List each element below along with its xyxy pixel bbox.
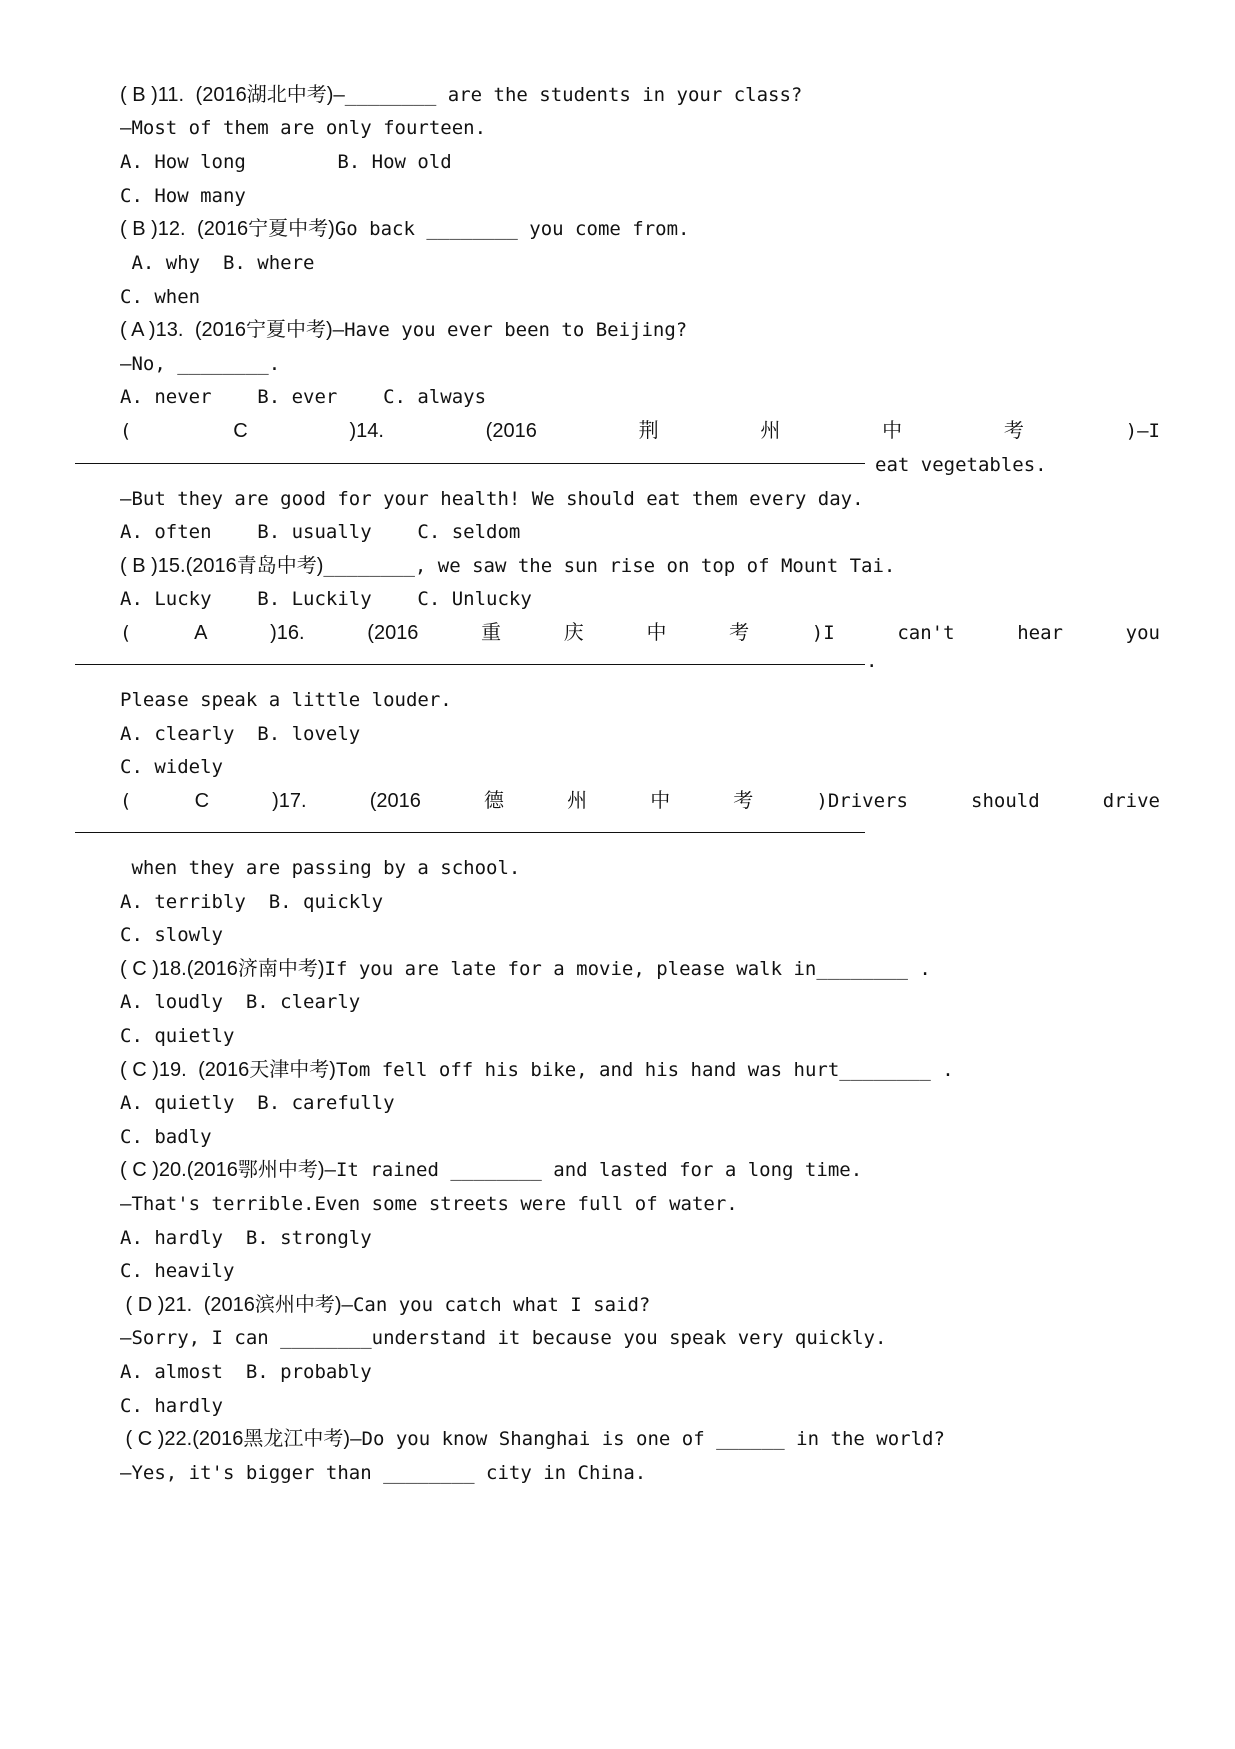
dialogue-reply: —Yes, it's bigger than ________ city in China. (120, 1462, 647, 1484)
source-year: (2016 (485, 420, 537, 442)
source-char: 荆 (638, 420, 659, 442)
stem-tail: . (866, 650, 878, 672)
question-stem: —Have you ever been to Beijing? (332, 319, 688, 341)
question-stem: If you are late for a movie, please walk in________ . (324, 958, 931, 980)
options-ab: A. terribly B. quickly (120, 891, 384, 913)
question-source: (2016天津中考) (198, 1059, 336, 1081)
answer-number: )16. (270, 622, 305, 644)
answer-open: ( (120, 420, 132, 442)
question-17 (120, 786, 1160, 816)
question-21 (120, 1290, 650, 1320)
option-c: C. slowly (120, 924, 223, 946)
question-source: (2016宁夏中考) (197, 218, 335, 240)
continuation: Please speak a little louder. (120, 689, 452, 711)
answer-label: ( C )20. (120, 1159, 187, 1181)
option-c: C. hardly (120, 1395, 223, 1417)
source-char: 中 (882, 420, 903, 442)
source-char: 德 (483, 790, 504, 812)
options-ab: A. hardly B. strongly (120, 1227, 372, 1249)
source-char: 中 (646, 622, 667, 644)
dialogue-reply: —But they are good for your health! We should eat them every day. (120, 488, 864, 510)
dialogue-reply: —Most of them are only fourteen. (120, 117, 487, 139)
question-source: (2016济南中考) (186, 958, 325, 980)
dialogue-reply: —No, ________. (120, 353, 281, 375)
answer-open: ( (120, 790, 132, 812)
stem-start: )—I (1125, 420, 1160, 442)
source-year: (2016 (369, 790, 421, 812)
options: A. often B. usually C. seldom (120, 521, 521, 543)
stem-word: drive (1102, 790, 1160, 812)
continuation: when they are passing by a school. (120, 857, 521, 879)
stem-tail: eat vegetables. (875, 454, 1047, 476)
question-stem: —Can you catch what I said? (341, 1294, 651, 1316)
options: A. Lucky B. Luckily C. Unlucky (120, 588, 532, 610)
answer-letter: C (194, 790, 210, 812)
stem-word: hear (1017, 622, 1063, 644)
option-c: C. when (120, 286, 201, 308)
question-stem: Tom fell off his bike, and his hand was hurt________ . (335, 1059, 954, 1081)
answer-blank-line (75, 832, 865, 833)
answer-label: ( C )22. (120, 1428, 193, 1450)
question-stem: ________, we saw the sun rise on top of Mount Tai. (323, 555, 896, 577)
option-c: C. How many (120, 185, 246, 207)
source-year: (2016 (367, 622, 419, 644)
source-char: 考 (1003, 420, 1024, 442)
source-char: 考 (729, 622, 750, 644)
question-stem: —Do you know Shanghai is one of ______ in the world? (350, 1428, 945, 1450)
answer-blank-line (75, 463, 865, 464)
question-14 (120, 416, 1160, 446)
question-19 (120, 1055, 954, 1085)
question-source: (2016滨州中考) (203, 1294, 342, 1316)
question-source: (2016黑龙江中考) (192, 1428, 351, 1450)
options-ab: A. How long B. How old (120, 151, 452, 173)
answer-label: ( A )13. (120, 319, 184, 341)
question-20 (120, 1155, 862, 1185)
answer-number: )17. (272, 790, 307, 812)
answer-label: ( C )19. (120, 1059, 187, 1081)
question-stem: —________ are the students in your class? (333, 84, 803, 106)
options-ab: A. why B. where (120, 252, 315, 274)
stem-word: )I (811, 622, 835, 644)
answer-open: ( (120, 622, 132, 644)
question-13 (120, 315, 687, 345)
answer-blank-line (75, 664, 865, 665)
dialogue-reply: —That's terrible.Even some streets were full of water. (120, 1193, 738, 1215)
answer-label: ( B )15. (120, 555, 186, 577)
question-stem: Go back ________ you come from. (334, 218, 690, 240)
question-source: (2016青岛中考) (185, 555, 324, 577)
option-c: C. badly (120, 1126, 212, 1148)
option-c: C. heavily (120, 1260, 235, 1282)
question-18 (120, 954, 931, 984)
question-22 (120, 1424, 945, 1454)
source-char: 州 (567, 790, 588, 812)
answer-label: ( B )11. (120, 84, 185, 106)
answer-letter: C (233, 420, 248, 442)
answer-label: ( C )18. (120, 958, 187, 980)
stem-word: can't (897, 622, 955, 644)
answer-label: ( D )21. (120, 1294, 193, 1316)
stem-word: you (1125, 622, 1160, 644)
question-11 (120, 80, 802, 110)
question-source: (2016湖北中考) (195, 84, 334, 106)
source-char: 考 (733, 790, 754, 812)
source-char: 州 (760, 420, 781, 442)
dialogue-reply: —Sorry, I can ________understand it because you speak very quickly. (120, 1327, 887, 1349)
question-source: (2016鄂州中考) (186, 1159, 325, 1181)
answer-label: ( B )12. (120, 218, 186, 240)
question-stem: —It rained ________ and lasted for a long time. (324, 1159, 863, 1181)
question-source: (2016宁夏中考) (194, 319, 333, 341)
question-15 (120, 551, 895, 581)
options: A. never B. ever C. always (120, 386, 487, 408)
options-ab: A. loudly B. clearly (120, 991, 361, 1013)
stem-word: should (971, 790, 1040, 812)
source-char: 庆 (563, 622, 584, 644)
source-char: 中 (650, 790, 671, 812)
answer-number: )14. (349, 420, 384, 442)
options-ab: A. quietly B. carefully (120, 1092, 395, 1114)
option-c: C. widely (120, 756, 223, 778)
option-c: C. quietly (120, 1025, 235, 1047)
options-ab: A. almost B. probably (120, 1361, 372, 1383)
answer-letter: A (194, 622, 208, 644)
question-12 (120, 214, 689, 244)
options-ab: A. clearly B. lovely (120, 723, 361, 745)
source-char: 重 (481, 622, 502, 644)
stem-word: )Drivers (816, 790, 908, 812)
question-16 (120, 618, 1160, 648)
